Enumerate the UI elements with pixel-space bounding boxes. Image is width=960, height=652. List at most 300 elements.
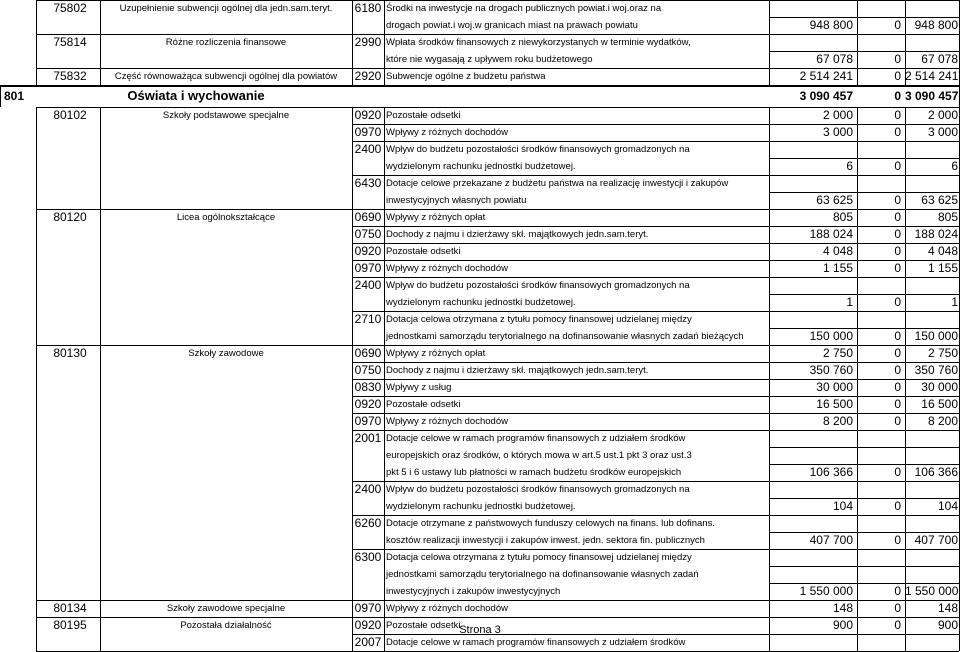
- table-row: [0, 175, 960, 192]
- paragraf-description: Wpływy z różnych dochodów: [386, 127, 508, 138]
- rozdzial-code: [40, 17, 100, 34]
- grid-line: [100, 0, 101, 17]
- grid-line: [857, 464, 858, 481]
- rozdzial-code: [40, 192, 100, 209]
- grid-line: [352, 34, 353, 51]
- grid-line: [769, 51, 770, 68]
- rozdzial-code: 80134: [53, 601, 87, 615]
- grid-line: [384, 209, 385, 226]
- rozdzial-code: [40, 124, 100, 141]
- table-row: [0, 362, 960, 379]
- amount-v2: 0: [894, 533, 901, 547]
- grid-line: [905, 600, 906, 617]
- amount-v1: 188 024: [809, 227, 853, 241]
- grid-line: [36, 515, 37, 532]
- table-row: [0, 634, 960, 651]
- grid-line: [857, 328, 858, 345]
- grid-line: [769, 481, 770, 498]
- amount-v3: [905, 515, 960, 532]
- table-row: [0, 51, 960, 68]
- grid-line: [905, 311, 906, 328]
- grid-line: [769, 600, 770, 617]
- rozdzial-name: [100, 260, 352, 277]
- amount-v2: [857, 311, 905, 328]
- amount-v1: 104: [832, 499, 853, 513]
- grid-line: [769, 226, 770, 243]
- divider: [352, 141, 960, 142]
- rozdzial-code: [40, 464, 100, 481]
- grid-line: [352, 413, 353, 430]
- grid-line: [352, 141, 353, 158]
- grid-line: [857, 430, 858, 447]
- grid-line: [352, 294, 353, 311]
- divider: [36, 107, 960, 108]
- divider: [769, 498, 960, 499]
- grid-line: [36, 379, 37, 396]
- amount-v3: [905, 430, 960, 447]
- paragraf-code: 6260: [354, 516, 382, 530]
- rozdzial-code: [40, 532, 100, 549]
- grid-line: [905, 464, 906, 481]
- paragraf-code: 0920: [354, 397, 382, 411]
- table-row: [0, 328, 960, 345]
- amount-v3: 63 625: [921, 193, 958, 207]
- paragraf-description: Pozostałe odsetki: [386, 110, 461, 121]
- table-row: [0, 447, 960, 464]
- grid-line: [384, 294, 385, 311]
- grid-line: [36, 464, 37, 481]
- amount-v1: 16 500: [816, 397, 853, 411]
- grid-line: [857, 481, 858, 498]
- amount-v3: 900: [937, 618, 958, 632]
- rozdzial-code: [40, 447, 100, 464]
- table-row: [0, 0, 960, 17]
- paragraf-description: inwestycyjnych i zakupów inwestycyjnych: [386, 586, 561, 597]
- rozdzial-name: [100, 549, 352, 566]
- grid-line: [905, 413, 906, 430]
- paragraf-description: Dotacje celowe w ramach programów finansowych z udziałem środków: [386, 637, 686, 648]
- paragraf-description: Pozostałe odsetki: [386, 399, 461, 410]
- table-row: [0, 311, 960, 328]
- amount-v1: 4 048: [822, 244, 853, 258]
- amount-v2: 0: [894, 69, 901, 83]
- grid-line: [905, 51, 906, 68]
- grid-line: [100, 566, 101, 583]
- paragraf-description: pkt 5 i 6 ustawy lub płatności w ramach budżetu środków europejskich: [386, 467, 682, 478]
- divider: [36, 345, 960, 346]
- paragraf-description: Pozostałe odsetki: [386, 246, 461, 257]
- amount-v1: 407 700: [809, 533, 853, 547]
- table-row: [0, 209, 960, 226]
- rozdzial-code: [40, 51, 100, 68]
- rozdzial-name: [100, 243, 352, 260]
- grid-line: [384, 226, 385, 243]
- divider: [769, 17, 960, 18]
- divider: [352, 175, 960, 176]
- table-row: [0, 583, 960, 600]
- rozdzial-name: [100, 277, 352, 294]
- grid-line: [384, 243, 385, 260]
- amount-v1: [769, 311, 857, 328]
- divider: [352, 430, 960, 431]
- grid-line: [352, 345, 353, 362]
- amount-v1: [769, 141, 857, 158]
- grid-line: [36, 600, 37, 617]
- rozdzial-code: [40, 277, 100, 294]
- grid-line: [384, 192, 385, 209]
- amount-v3: [905, 634, 960, 651]
- divider: [36, 209, 960, 210]
- amount-v3: 2 514 241: [905, 69, 959, 83]
- grid-line: [857, 294, 858, 311]
- rozdzial-code: 80130: [53, 346, 87, 360]
- grid-line: [352, 0, 353, 17]
- grid-line: [769, 447, 770, 464]
- amount-v2: 0: [894, 397, 901, 411]
- divider: [352, 515, 960, 516]
- rozdzial-name: Licea ogólnokształcące: [176, 212, 276, 223]
- divider: [36, 68, 960, 69]
- grid-line: [100, 158, 101, 175]
- amount-v1: 2 000: [822, 108, 853, 122]
- grid-line: [36, 481, 37, 498]
- rozdzial-name: [100, 413, 352, 430]
- amount-v2: [857, 430, 905, 447]
- grid-line: [36, 277, 37, 294]
- rozdzial-name: [100, 532, 352, 549]
- grid-line: [769, 141, 770, 158]
- rozdzial-code: 75814: [53, 35, 87, 49]
- grid-line: [905, 107, 906, 124]
- grid-line: [769, 0, 770, 17]
- amount-v3: 407 700: [914, 533, 958, 547]
- grid-line: [384, 68, 385, 85]
- grid-line: [857, 498, 858, 515]
- rozdzial-code: [40, 362, 100, 379]
- grid-line: [769, 34, 770, 51]
- grid-line: [769, 124, 770, 141]
- grid-line: [100, 141, 101, 158]
- rozdzial-code: [40, 311, 100, 328]
- rozdzial-name: [100, 634, 352, 651]
- amount-v3: [905, 549, 960, 566]
- divider: [352, 226, 960, 227]
- paragraf-description: Wpływy z różnych dochodów: [386, 603, 508, 614]
- grid-line: [352, 51, 353, 68]
- grid-line: [905, 515, 906, 532]
- grid-line: [384, 260, 385, 277]
- rozdzial-name: [100, 294, 352, 311]
- grid-line: [384, 345, 385, 362]
- grid-line: [352, 532, 353, 549]
- grid-line: [857, 396, 858, 413]
- grid-line: [384, 362, 385, 379]
- rozdzial-code: [40, 226, 100, 243]
- grid-line: [857, 600, 858, 617]
- table-row: [0, 277, 960, 294]
- grid-line: [857, 362, 858, 379]
- amount-v1: 1 550 000: [799, 584, 853, 598]
- paragraf-code: 0750: [354, 227, 382, 241]
- grid-line: [36, 583, 37, 600]
- rozdzial-code: [40, 158, 100, 175]
- rozdzial-name: [100, 396, 352, 413]
- amount-v2: 0: [894, 380, 901, 394]
- amount-v3: 350 760: [914, 363, 958, 377]
- table-row: [0, 515, 960, 532]
- paragraf-description: inwestycyjnych własnych powiatu: [386, 195, 527, 206]
- grid-line: [905, 583, 906, 600]
- amount-v1: 350 760: [809, 363, 853, 377]
- paragraf-description: Dotacje celowe przekazane z budżetu państwa na realizację inwestycji i zakupów: [386, 178, 729, 189]
- grid-line: [384, 549, 385, 566]
- grid-line: [100, 447, 101, 464]
- table-row: [0, 226, 960, 243]
- grid-line: [905, 243, 906, 260]
- grid-line: [857, 583, 858, 600]
- rozdzial-name: Uzupełnienie subwencji ogólnej dla jedn.sam.teryt.: [119, 3, 333, 14]
- grid-line: [100, 413, 101, 430]
- grid-line: [352, 277, 353, 294]
- grid-line: [769, 175, 770, 192]
- amount-v2: 0: [894, 618, 901, 632]
- grid-line: [100, 634, 101, 651]
- grid-line: [352, 158, 353, 175]
- grid-line: [857, 277, 858, 294]
- paragraf-code: 2710: [354, 312, 382, 326]
- amount-v2: [857, 481, 905, 498]
- grid-line: [384, 158, 385, 175]
- grid-line: [769, 345, 770, 362]
- divider: [352, 311, 960, 312]
- table-row: [0, 498, 960, 515]
- paragraf-description: które nie wygasają z upływem roku budżetowego: [386, 54, 593, 65]
- grid-line: [352, 447, 353, 464]
- amount-v2: 0: [894, 499, 901, 513]
- amount-v1: 106 366: [809, 465, 853, 479]
- amount-v1: 6: [846, 159, 853, 173]
- grid-line: [769, 362, 770, 379]
- paragraf-code: 0690: [354, 210, 382, 224]
- rozdzial-name: [100, 583, 352, 600]
- grid-line: [36, 532, 37, 549]
- paragraf-description: Wpływ do budżetu pozostałości środków finansowych gromadzonych na: [386, 280, 690, 291]
- grid-line: [769, 107, 770, 124]
- paragraf-description: Dotacja celowa otrzymana z tytułu pomocy finansowej udzielanej między: [386, 552, 692, 563]
- grid-line: [769, 549, 770, 566]
- grid-line: [36, 107, 37, 124]
- paragraf-code: 0970: [354, 414, 382, 428]
- divider: [352, 379, 960, 380]
- rozdzial-code: [40, 498, 100, 515]
- rozdzial-code: [40, 413, 100, 430]
- amount-v2: 0: [894, 210, 901, 224]
- amount-v2: 0: [894, 261, 901, 275]
- grid-line: [769, 294, 770, 311]
- grid-line: [36, 51, 37, 68]
- grid-line: [384, 17, 385, 34]
- divider: [36, 0, 960, 1]
- grid-line: [36, 447, 37, 464]
- grid-line: [905, 532, 906, 549]
- grid-line: [100, 68, 101, 85]
- grid-line: [36, 430, 37, 447]
- grid-line: [905, 634, 906, 651]
- amount-v3: 1 550 000: [905, 584, 959, 598]
- grid-line: [384, 396, 385, 413]
- grid-line: [352, 311, 353, 328]
- amount-v1: 805: [832, 210, 853, 224]
- grid-line: [100, 192, 101, 209]
- paragraf-description: europejskich oraz środków, o których mowa w art.5 ust.1 pkt 3 oraz ust.3: [386, 450, 692, 461]
- amount-v2: 0: [894, 584, 901, 598]
- amount-v3: 3 000: [927, 125, 958, 139]
- grid-line: [905, 158, 906, 175]
- amount-v3: 2 750: [927, 346, 958, 360]
- rozdzial-code: 80195: [53, 618, 87, 632]
- grid-line: [36, 413, 37, 430]
- amount-v2: [857, 34, 905, 51]
- grid-line: [857, 107, 858, 124]
- grid-line: [384, 311, 385, 328]
- amount-v2: 0: [894, 465, 901, 479]
- grid-line: [769, 209, 770, 226]
- divider: [769, 192, 960, 193]
- amount-v1: 900: [832, 618, 853, 632]
- table-row: [0, 430, 960, 447]
- paragraf-description: Dochody z najmu i dzierżawy skł. majątkowych jedn.sam.teryt.: [386, 229, 649, 240]
- grid-line: [100, 260, 101, 277]
- divider: [769, 583, 960, 584]
- amount-v3: 150 000: [914, 329, 958, 343]
- amount-v3: 4 048: [927, 244, 958, 258]
- paragraf-description: Wpłata środków finansowych z niewykorzystanych w terminie wydatków,: [386, 37, 691, 48]
- amount-v1: [769, 430, 857, 447]
- grid-line: [905, 68, 906, 85]
- grid-line: [352, 107, 353, 124]
- grid-line: [36, 124, 37, 141]
- paragraf-description: Wpływy z różnych dochodów: [386, 416, 508, 427]
- table-row: [0, 260, 960, 277]
- grid-line: [905, 277, 906, 294]
- grid-line: [100, 175, 101, 192]
- grid-line: [352, 124, 353, 141]
- amount-v2: 0: [894, 18, 901, 32]
- grid-line: [352, 243, 353, 260]
- grid-line: [100, 311, 101, 328]
- amount-v2: 0: [894, 295, 901, 309]
- rozdzial-code: [40, 243, 100, 260]
- grid-line: [352, 634, 353, 651]
- amount-v3: 148: [937, 601, 958, 615]
- amount-v1: [769, 634, 857, 651]
- amount-v2: [857, 634, 905, 651]
- grid-line: [857, 17, 858, 34]
- amount-v1: 948 800: [809, 18, 853, 32]
- amount-v3: [905, 566, 960, 583]
- paragraf-code: [352, 447, 384, 464]
- grid-line: [100, 107, 101, 124]
- grid-line: [905, 17, 906, 34]
- rozdzial-name: Część równoważąca subwencji ogólnej dla powiatów: [114, 71, 338, 82]
- table-row: [0, 464, 960, 481]
- grid-line: [352, 600, 353, 617]
- grid-line: [857, 226, 858, 243]
- grid-line: [857, 51, 858, 68]
- grid-line: [36, 209, 37, 226]
- paragraf-description: Wpływ do budżetu pozostałości środków finansowych gromadzonych na: [386, 484, 690, 495]
- grid-line: [36, 243, 37, 260]
- grid-line: [384, 634, 385, 651]
- grid-line: [36, 362, 37, 379]
- grid-line: [100, 226, 101, 243]
- paragraf-code: 0970: [354, 125, 382, 139]
- table-row: [0, 141, 960, 158]
- grid-line: [905, 260, 906, 277]
- grid-line: [352, 396, 353, 413]
- amount-v2: [857, 175, 905, 192]
- grid-line: [36, 226, 37, 243]
- grid-line: [36, 396, 37, 413]
- grid-line: [100, 294, 101, 311]
- table-row: [0, 413, 960, 430]
- grid-line: [0, 85, 1, 107]
- grid-line: [857, 515, 858, 532]
- table-row: [0, 566, 960, 583]
- grid-line: [905, 0, 906, 17]
- rozdzial-code: [40, 583, 100, 600]
- amount-v2: 0: [894, 89, 901, 103]
- divider: [769, 51, 960, 52]
- amount-v2: 0: [894, 363, 901, 377]
- grid-line: [857, 549, 858, 566]
- rozdzial-name: [100, 328, 352, 345]
- amount-v2: 0: [894, 346, 901, 360]
- paragraf-description: jednostkami samorządu terytorialnego na dofinansowanie własnych zadań: [386, 569, 699, 580]
- grid-line: [769, 311, 770, 328]
- rozdzial-code: 75802: [53, 1, 87, 15]
- table-row: [0, 192, 960, 209]
- paragraf-code: 2400: [354, 142, 382, 156]
- amount-v3: 2 000: [927, 108, 958, 122]
- amount-v1: 63 625: [816, 193, 853, 207]
- amount-v2: [857, 0, 905, 17]
- divider: [36, 34, 960, 35]
- rozdzial-code: 80120: [53, 210, 87, 224]
- paragraf-description: wydzielonym rachunku jednostki budżetowej.: [386, 161, 576, 172]
- grid-line: [36, 158, 37, 175]
- amount-v3: 6: [951, 159, 958, 173]
- grid-line: [384, 34, 385, 51]
- grid-line: [352, 583, 353, 600]
- divider: [352, 277, 960, 278]
- paragraf-description: Wpływy z różnych dochodów: [386, 263, 508, 274]
- grid-line: [352, 226, 353, 243]
- paragraf-description: jednostkami samorządu terytorialnego na dofinansowanie własnych zadań bieżących: [386, 331, 744, 342]
- amount-v2: [857, 515, 905, 532]
- rozdzial-code: [40, 481, 100, 498]
- amount-v3: [905, 175, 960, 192]
- grid-line: [100, 17, 101, 34]
- rozdzial-name: Szkoły zawodowe: [188, 348, 264, 359]
- grid-line: [384, 566, 385, 583]
- amount-v1: 148: [832, 601, 853, 615]
- grid-line: [384, 583, 385, 600]
- amount-v2: [857, 566, 905, 583]
- grid-line: [769, 243, 770, 260]
- dzial-row: [0, 85, 960, 107]
- amount-v1: 30 000: [816, 380, 853, 394]
